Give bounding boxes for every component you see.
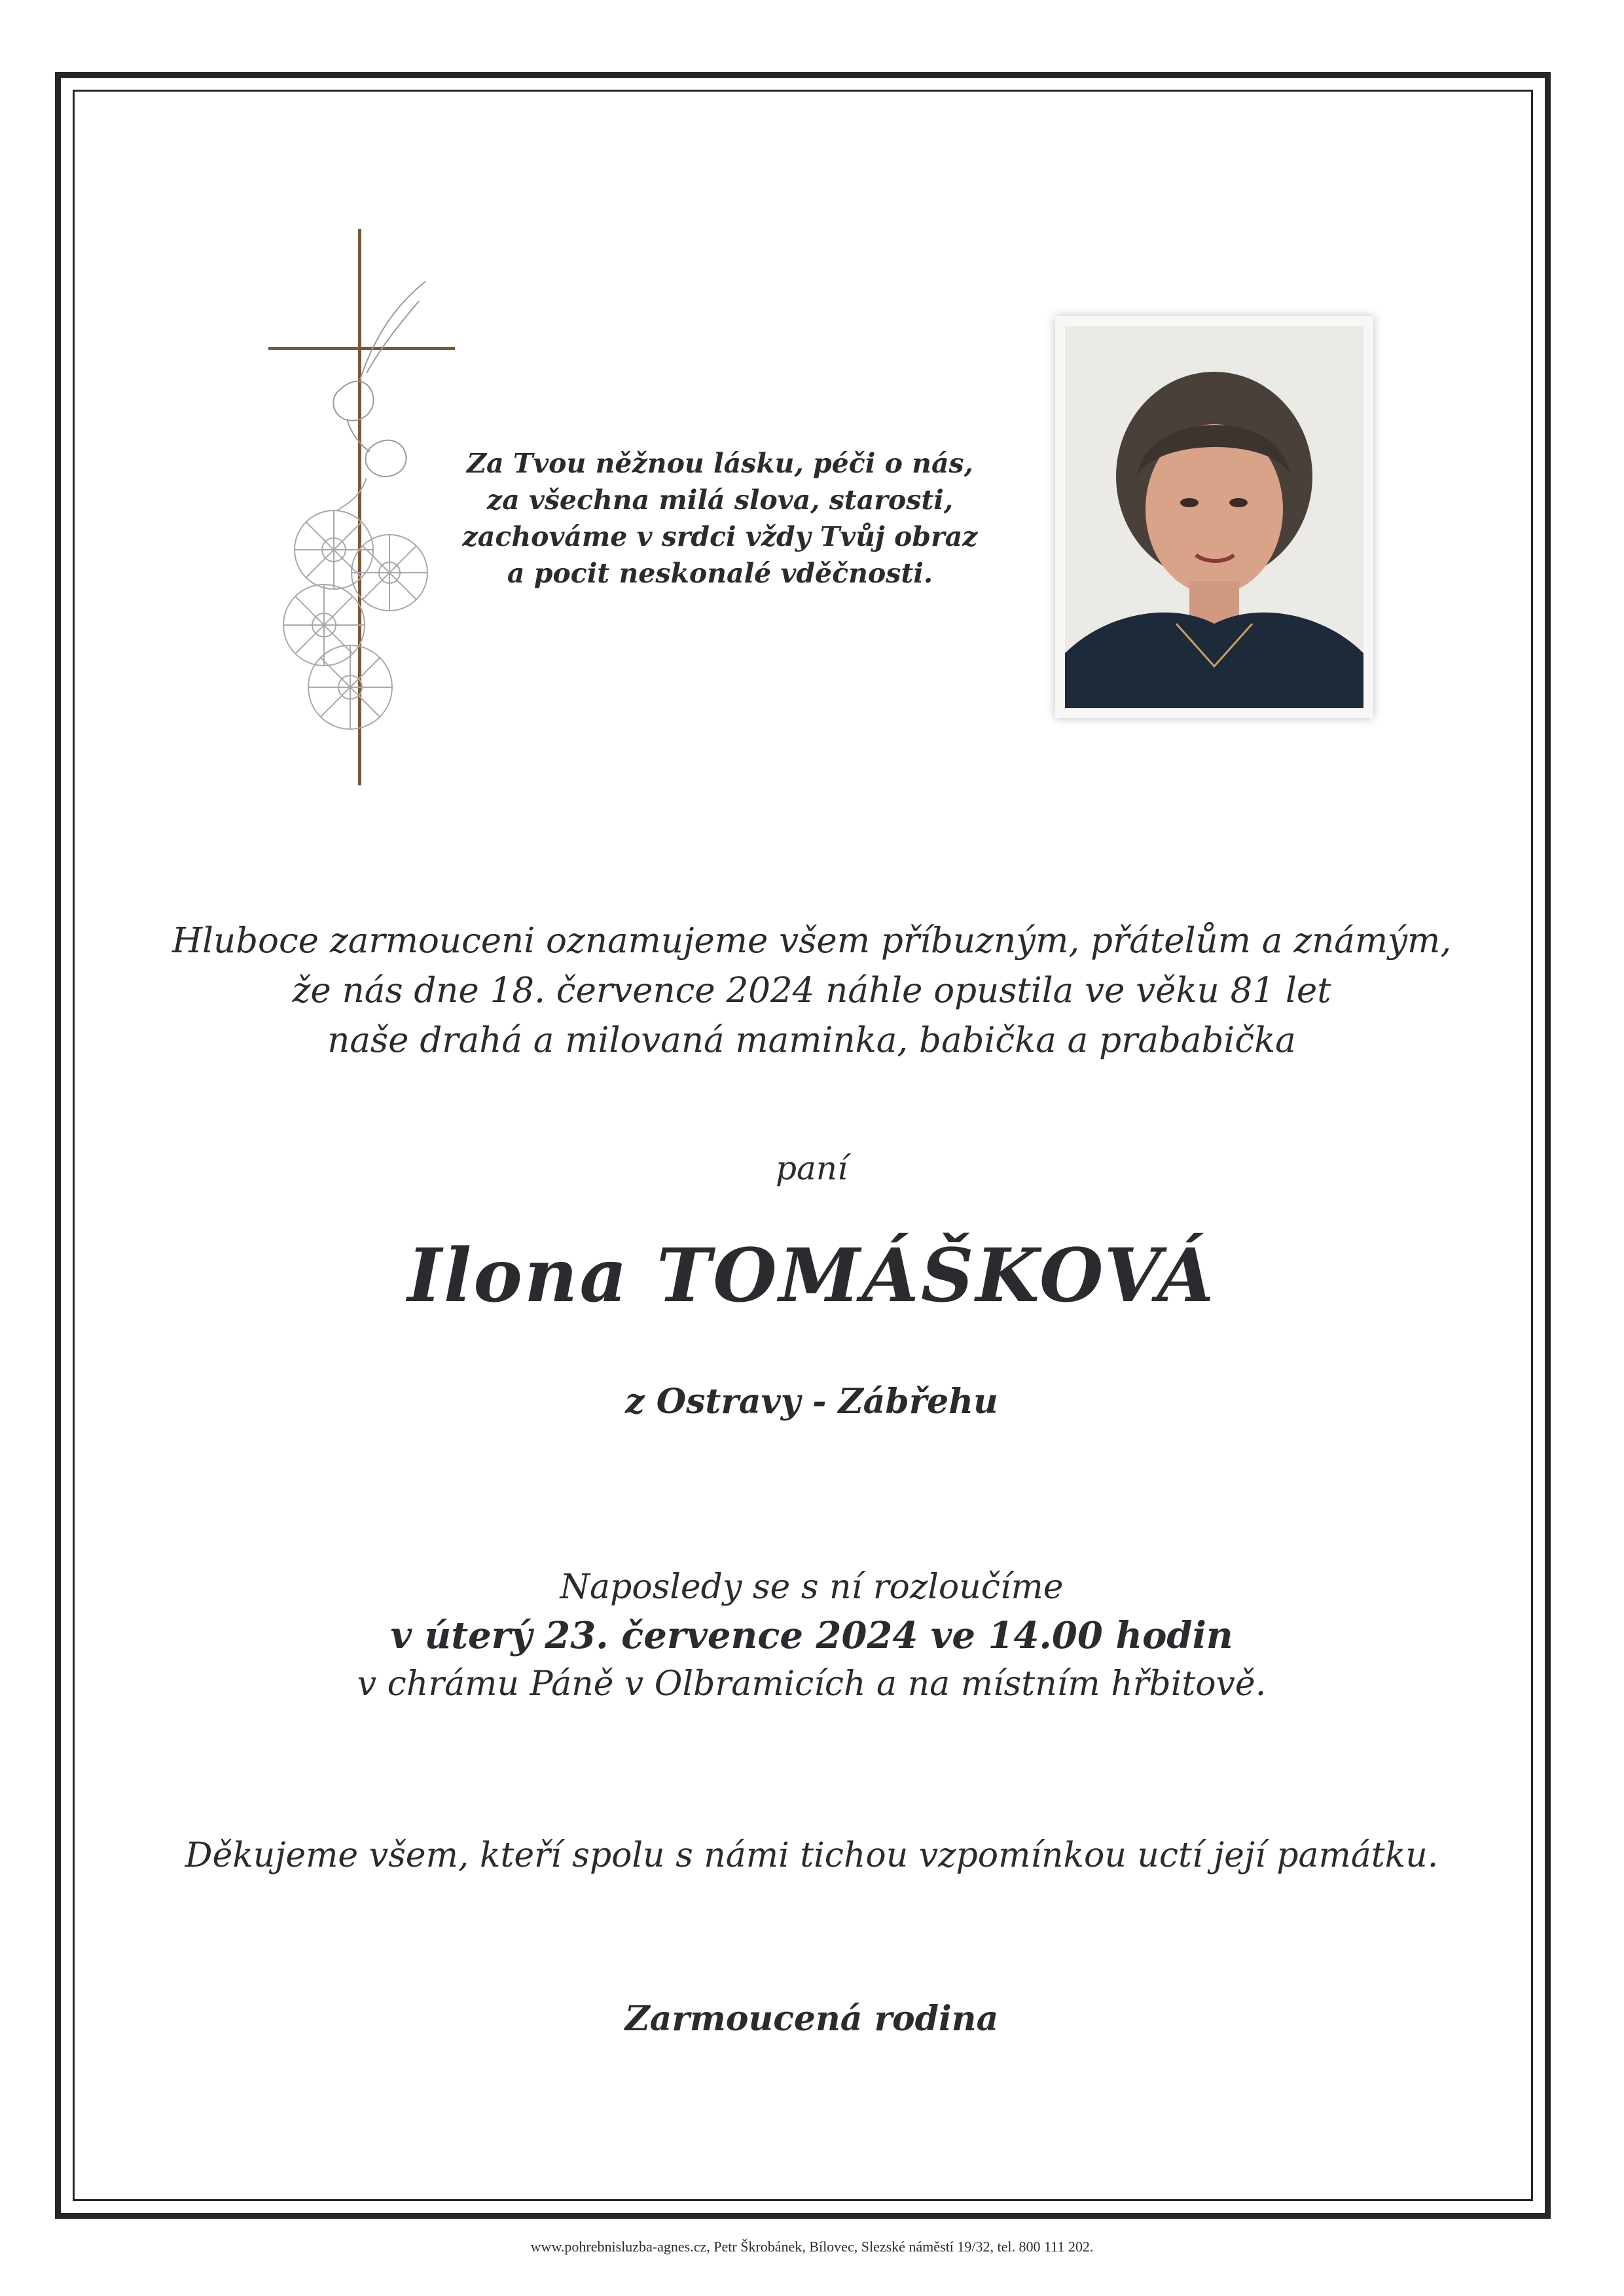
farewell-location: v chrámu Páně v Olbramicích a na místním hřbitově. xyxy=(357,1664,1267,1704)
farewell-intro: Naposledy se s ní rozloučíme xyxy=(560,1568,1064,1607)
thanks-note: Děkujeme všem, kteří spolu s námi tichou vzpomínkou uctí její památku. xyxy=(185,1836,1439,1875)
family-signature: Zarmoucená rodina xyxy=(624,1999,999,2039)
memorial-poem: Za Tvou něžnou lásku, péči o nás, za všechna milá slova, starosti, zachováme v srdci vždy Tvůj obraz a pocit neskonalé vděčnosti. xyxy=(462,448,978,589)
deceased-portrait xyxy=(1055,316,1373,718)
deceased-origin: z Ostravy - Zábřehu xyxy=(625,1382,998,1422)
funeral-service-footer: www.pohrebnisluzba-agnes.cz, Petr Škrobánek, Bílovec, Slezské náměstí 19/32, tel. 800 111 202. xyxy=(530,2238,1094,2255)
portrait-image xyxy=(1065,326,1363,708)
deceased-name: Ilona TOMÁŠKOVÁ xyxy=(407,1233,1216,1319)
honorific: paní xyxy=(775,1149,848,1187)
cross-with-flowers-icon xyxy=(262,229,471,785)
death-announcement: Hluboce zarmouceni oznamujeme všem příbuzným, přátelům a známým, že nás dne 18. července 2024 náhle opustila ve věku 81 let naše drahá a milovaná maminka, babička a prababička xyxy=(171,921,1452,1060)
farewell-date-time: v úterý 23. července 2024 ve 14.00 hodin xyxy=(390,1614,1233,1657)
